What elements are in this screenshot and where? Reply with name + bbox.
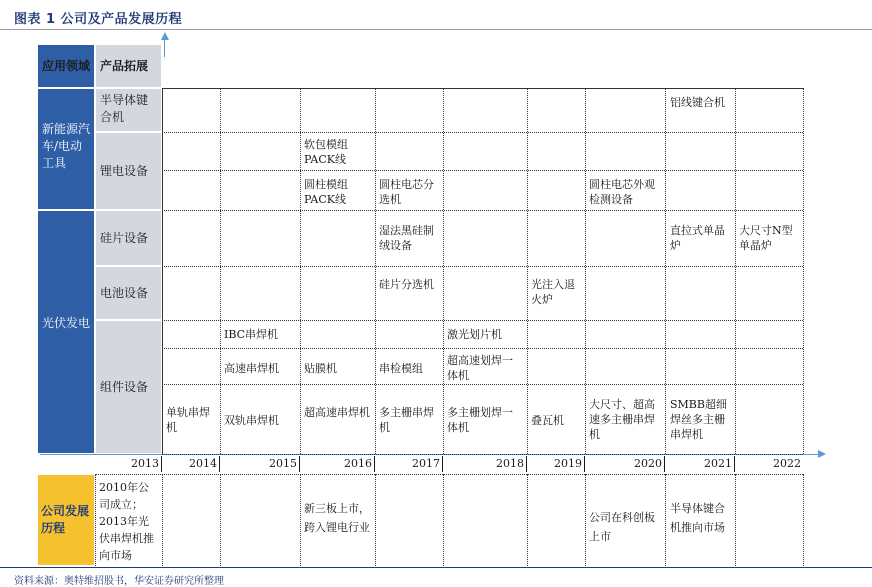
history-vline xyxy=(527,474,528,566)
history-vline xyxy=(162,474,163,566)
entry-cyl-cell-inspect: 圆柱电芯外观检测设备 xyxy=(589,178,655,206)
grid-vline xyxy=(375,88,376,454)
history-vline xyxy=(443,474,444,566)
grid-vline xyxy=(803,88,804,454)
domain-pv: 光伏发电 xyxy=(37,210,95,454)
year-label: 2016 xyxy=(300,456,375,472)
entry-wafer-sorter: 硅片分选机 xyxy=(379,278,434,291)
entry-al-wire-bonder: 铝线键合机 xyxy=(670,96,725,109)
grid-hline xyxy=(162,170,803,171)
grid-hline xyxy=(162,132,803,133)
history-vline xyxy=(220,474,221,566)
history-vline xyxy=(803,474,804,566)
entry-dual-rail: 双轨串焊机 xyxy=(224,414,279,427)
entry-uhs-stringer: 超高速串焊机 xyxy=(304,406,370,419)
title-divider xyxy=(0,29,872,30)
entry-large-uhs-mbb: 大尺寸、超高速多主栅串焊机 xyxy=(589,398,655,441)
grid-hline xyxy=(162,88,803,89)
grid-vline xyxy=(443,88,444,454)
domain-nev: 新能源汽车/电动工具 xyxy=(37,88,95,210)
history-vline xyxy=(375,474,376,566)
year-label: 2022 xyxy=(773,457,801,470)
history-vline xyxy=(585,474,586,566)
vertical-axis-arrow xyxy=(161,32,169,40)
history-vline xyxy=(95,474,96,566)
category-cell: 电池设备 xyxy=(95,266,162,320)
header-product: 产品拓展 xyxy=(95,44,162,88)
header-domain: 应用领域 xyxy=(37,44,95,88)
history-vline xyxy=(735,474,736,566)
year-label: 2013 xyxy=(95,456,162,472)
category-module: 组件设备 xyxy=(95,320,162,454)
grid-hline xyxy=(162,384,803,385)
entry-cyl-pack-line: 圆柱模组PACK线 xyxy=(304,178,348,206)
grid-vline xyxy=(300,88,301,454)
entry-cyl-cell-sorter: 圆柱电芯分选机 xyxy=(379,178,434,206)
entry-smbb: SMBB超细焊丝多主栅串焊机 xyxy=(670,398,727,441)
grid-vline xyxy=(735,88,736,454)
year-label: 2017 xyxy=(375,456,443,472)
timeline-axis-arrow xyxy=(818,450,826,458)
category-lithium: 锂电设备 xyxy=(95,132,162,210)
history-2013: 2010年公司成立；2013年光伏串焊机推向市场 xyxy=(99,481,154,562)
year-label: 2014 xyxy=(162,456,220,472)
history-label: 公司发展历程 xyxy=(37,474,95,566)
grid-vline xyxy=(585,88,586,454)
entry-ibc-stringer: IBC串焊机 xyxy=(224,328,279,341)
source-note: 资料来源：奥特维招股书，华安证券研究所整理 xyxy=(14,576,224,587)
entry-mbb-scribe-weld: 多主栅划焊一体机 xyxy=(447,406,513,434)
entry-laminator-film: 贴膜机 xyxy=(304,362,337,375)
grid-hline xyxy=(162,454,803,455)
entry-hs-stringer: 高速串焊机 xyxy=(224,362,279,375)
grid-hline xyxy=(162,266,803,267)
year-label: 2019 xyxy=(527,456,585,472)
entry-string-inspect: 串检模组 xyxy=(379,362,423,375)
figure-title: 图表 1 公司及产品发展历程 xyxy=(14,12,183,27)
history-2020: 公司在科创板上市 xyxy=(589,511,655,543)
entry-soft-pack-line: 软包模组PACK线 xyxy=(304,138,348,166)
grid-hline xyxy=(162,320,803,321)
history-2021: 半导体键合机推向市场 xyxy=(670,502,725,534)
history-2016: 新三板上市，跨入锂电行业 xyxy=(304,502,370,534)
year-label: 2021 xyxy=(665,456,735,472)
entry-mbb-stringer: 多主栅串焊机 xyxy=(379,406,434,434)
grid-vline xyxy=(220,88,221,454)
grid-vline xyxy=(665,88,666,454)
grid-hline xyxy=(162,210,803,211)
entry-light-anneal: 光注入退火炉 xyxy=(531,278,575,306)
category-semiconductor: 半导体键合机 xyxy=(95,88,162,132)
vertical-axis-line xyxy=(164,40,165,57)
entry-laser-scriber: 激光划片机 xyxy=(447,328,502,341)
grid-vline xyxy=(162,88,163,454)
year-label: 2020 xyxy=(585,456,665,472)
history-vline xyxy=(300,474,301,566)
entry-czochralski: 直拉式单晶炉 xyxy=(670,224,725,252)
bottom-divider xyxy=(0,567,872,568)
year-label: 2015 xyxy=(220,456,300,472)
entry-hs-scribe-weld: 超高速划焊一体机 xyxy=(447,354,513,382)
entry-single-rail: 单轨串焊机 xyxy=(166,406,210,434)
entry-wet-texturing: 湿法黑硅制绒设备 xyxy=(379,224,434,252)
entry-layup: 叠瓦机 xyxy=(531,414,564,427)
grid-hline xyxy=(162,348,803,349)
category-wafer: 硅片设备 xyxy=(95,210,162,266)
grid-vline xyxy=(527,88,528,454)
entry-large-n-furnace: 大尺寸N型单晶炉 xyxy=(739,224,793,252)
year-label: 2018 xyxy=(443,456,527,472)
history-vline xyxy=(665,474,666,566)
